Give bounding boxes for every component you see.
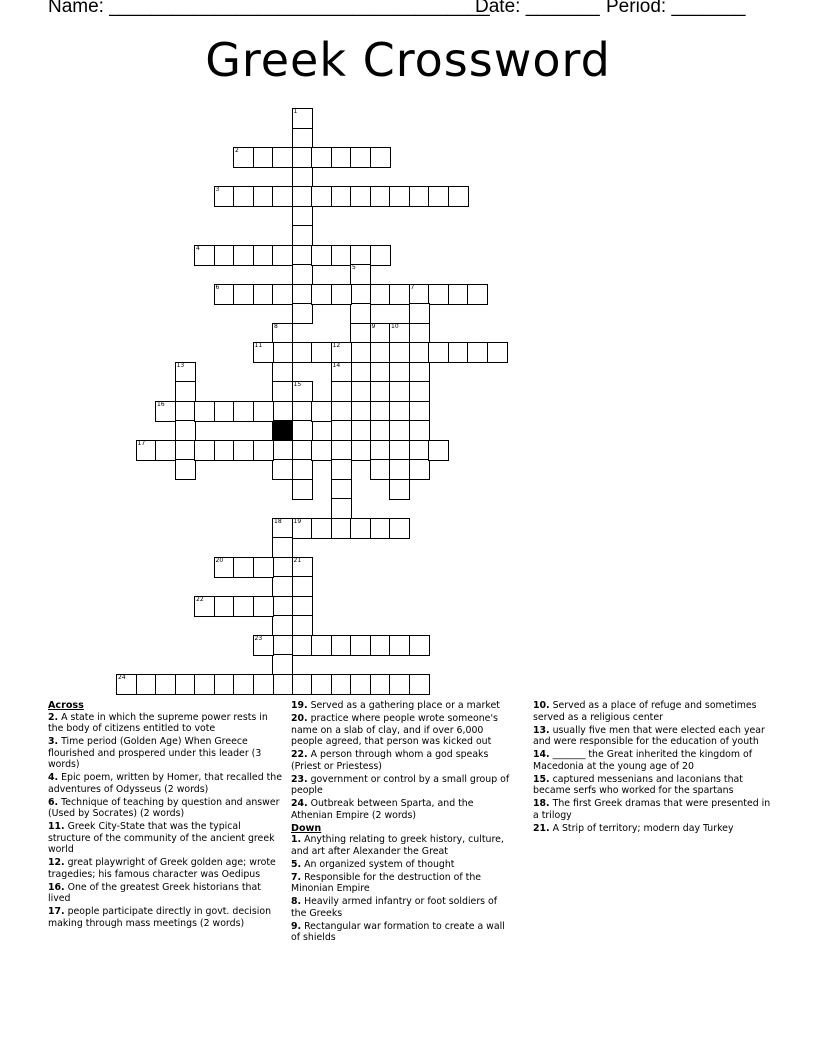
grid-cell[interactable] [370,381,391,402]
clue-number: 3 [215,186,220,193]
clue-number-label: 6. [48,796,59,808]
grid-cell[interactable] [370,518,391,539]
grid-cell[interactable] [389,440,410,461]
grid-cell[interactable] [292,206,313,227]
grid-cell[interactable] [350,674,371,695]
grid-cell[interactable] [350,420,371,441]
grid-cell[interactable] [389,323,410,344]
clue-number-label: 22. [291,749,308,760]
grid-cell[interactable] [409,381,430,402]
grid-cell[interactable] [253,284,274,305]
clue-text: Epic poem, written by Homer, that recalled the adventures of Odysseus (2 words) [48,772,283,795]
clue-number: 12 [332,342,341,349]
clue-number-label: 4. [48,772,59,783]
clue-text: Responsible for the destruction of the Minonian Empire [291,871,482,894]
grid-cell[interactable] [350,362,371,383]
clue-text: An organized system of thought [301,858,455,870]
grid-cell[interactable] [331,479,352,500]
grid-cell[interactable] [233,284,254,305]
clue-item [48,882,284,905]
grid-cell[interactable] [409,674,430,695]
grid-cell[interactable] [253,440,274,461]
grid-cell[interactable] [292,420,313,441]
grid-cell[interactable] [292,245,313,266]
grid-cell[interactable] [272,323,293,344]
clue-number-label: 9. [291,920,302,932]
grid-cell[interactable] [272,518,293,539]
clue-text: usually five men that were elected each year and were responsible for the education of youth [533,724,765,747]
grid-cell[interactable] [370,674,391,695]
grid-cell[interactable] [214,596,235,617]
black-cell [272,420,293,441]
clue-number-label: 16. [48,881,65,893]
grid-cell[interactable] [292,128,313,149]
grid-cell[interactable] [311,147,332,168]
grid-cell[interactable] [292,576,313,597]
across-clue-list-continued [291,700,513,821]
clue-text: Rectangular war formation to create a wall of shields [291,920,505,943]
grid-cell[interactable] [370,401,391,422]
grid-cell[interactable] [409,420,430,441]
clue-item [533,798,773,821]
grid-cell[interactable] [233,147,254,168]
grid-cell[interactable] [350,635,371,656]
clue-number-label: 1. [291,834,302,845]
grid-cell[interactable] [136,440,157,461]
clue-item [291,749,513,772]
clue-number-label: 8. [291,896,302,907]
grid-cell[interactable] [253,401,274,422]
grid-cell[interactable] [331,284,352,305]
grid-cell[interactable] [175,401,196,422]
grid-cell[interactable] [175,362,196,383]
clue-number: 5 [352,264,356,271]
grid-cell[interactable] [292,303,313,324]
grid-cell[interactable] [272,362,293,383]
grid-cell[interactable] [331,342,352,363]
clue-item [533,725,773,748]
grid-cell[interactable] [389,362,410,383]
grid-cell[interactable] [370,440,391,461]
grid-cell[interactable] [311,284,332,305]
clue-item [291,798,513,821]
clue-text: captured messenians and laconians that became serfs who worked for the spartans [533,773,743,796]
period-field-label[interactable]: Period: _______ [606,0,746,17]
grid-cell[interactable] [292,186,313,207]
grid-cell[interactable] [292,557,313,578]
grid-cell[interactable] [116,674,137,695]
grid-cell[interactable] [253,245,274,266]
clue-number-label: 10. [533,700,550,711]
clue-item [291,896,513,919]
grid-cell[interactable] [389,420,410,441]
clue-item [291,713,513,748]
grid-cell[interactable] [389,518,410,539]
clue-text: Greek City-State that was the typical structure of the community of the ancient greek world [48,821,275,855]
clue-number-label: 11. [48,821,65,832]
grid-cell[interactable] [175,674,196,695]
grid-cell[interactable] [292,108,313,129]
grid-cell[interactable] [253,596,274,617]
grid-cell[interactable] [311,674,332,695]
grid-cell[interactable] [272,186,293,207]
grid-cell[interactable] [448,186,469,207]
grid-cell[interactable] [272,596,293,617]
grid-cell[interactable] [350,147,371,168]
clue-text: people participate directly in govt. decision making through mass meetings (2 words) [48,906,272,929]
clue-item [48,797,284,820]
grid-cell[interactable] [272,615,293,636]
grid-cell[interactable] [409,284,430,305]
grid-cell[interactable] [253,147,274,168]
grid-cell[interactable] [155,674,176,695]
clue-number: 15 [293,381,302,388]
grid-cell[interactable] [409,342,430,363]
grid-cell[interactable] [253,557,274,578]
clue-number: 17 [137,439,146,447]
grid-cell[interactable] [350,303,371,324]
clue-number-label: 20. [291,713,308,724]
down-heading: Down [291,822,322,834]
grid-cell[interactable] [331,147,352,168]
grid-cell[interactable] [350,342,371,363]
clue-number: 18 [274,517,282,525]
clue-number: 11 [254,342,263,349]
grid-cell[interactable] [253,186,274,207]
grid-cell[interactable] [194,596,215,617]
grid-cell[interactable] [350,440,371,461]
clue-text: Served as a place of refuge and sometimes served as a religious center [533,700,757,723]
grid-cell[interactable] [331,401,352,422]
clue-number: 7 [410,283,415,291]
grid-cell[interactable] [233,674,254,695]
clue-number: 13 [176,361,185,369]
clue-text: Technique of teaching by question and answer (Used by Socrates) (2 words) [48,796,280,819]
grid-cell[interactable] [409,635,430,656]
clue-number-label: 3. [48,736,59,747]
grid-cell[interactable] [370,362,391,383]
grid-cell[interactable] [370,635,391,656]
clue-text: A state in which the supreme power rests in the body of citizens entitled to vote [48,711,268,734]
grid-cell[interactable] [292,674,313,695]
clue-number-label: 19. [291,700,308,711]
grid-cell[interactable] [370,342,391,363]
grid-cell[interactable] [292,264,313,285]
grid-cell[interactable] [233,186,254,207]
grid-cell[interactable] [350,284,371,305]
clue-number: 19 [293,517,302,525]
clue-item [533,823,773,835]
clue-item [533,700,773,723]
grid-cell[interactable] [272,147,293,168]
clue-item [533,774,773,797]
grid-cell[interactable] [389,401,410,422]
grid-cell[interactable] [175,440,196,461]
grid-cell[interactable] [409,440,430,461]
grid-cell[interactable] [370,459,391,480]
clues-column-3 [533,700,773,836]
clue-text: government or control by a small group of people [291,773,510,796]
grid-cell[interactable] [487,342,508,363]
clue-number: 1 [293,108,298,115]
grid-cell[interactable] [389,284,410,305]
grid-cell[interactable] [175,420,196,441]
clue-number: 23 [254,634,263,642]
grid-cell[interactable] [311,401,332,422]
grid-cell[interactable] [409,186,430,207]
grid-cell[interactable] [292,635,313,656]
clue-text: A person through whom a god speaks (Priest or Priestess) [291,749,489,772]
clue-number: 20 [215,556,224,564]
grid-cell[interactable] [214,401,235,422]
grid-cell[interactable] [331,635,352,656]
grid-cell[interactable] [331,381,352,402]
across-heading: Across [48,700,84,711]
clue-text: Heavily armed infantry or foot soldiers of the Greeks [291,896,498,919]
grid-cell[interactable] [370,323,391,344]
grid-cell[interactable] [214,186,235,207]
clue-item [291,834,513,857]
clue-item [533,749,773,772]
grid-cell[interactable] [233,596,254,617]
grid-cell[interactable] [331,245,352,266]
clue-item [48,857,284,880]
grid-cell[interactable] [292,615,313,636]
grid-cell[interactable] [292,440,313,461]
grid-cell[interactable] [272,557,293,578]
grid-cell[interactable] [272,401,293,422]
grid-cell[interactable] [292,596,313,617]
grid-cell[interactable] [292,381,313,402]
clue-number-label: 15. [533,773,550,785]
clue-number: 2 [235,147,239,154]
grid-cell[interactable] [272,674,293,695]
grid-cell[interactable] [292,342,313,363]
grid-cell[interactable] [253,342,274,363]
grid-cell[interactable] [272,284,293,305]
grid-cell[interactable] [370,186,391,207]
grid-cell[interactable] [292,479,313,500]
grid-cell[interactable] [311,440,332,461]
grid-cell[interactable] [350,245,371,266]
clues-column-2 [291,700,513,945]
grid-cell[interactable] [214,284,235,305]
clue-number-label: 14. [533,749,550,760]
grid-cell[interactable] [428,440,449,461]
down-clue-list [291,834,513,944]
clue-text: Anything relating to greek history, culture, and art after Alexander the Great [291,834,504,857]
clue-text: A Strip of territory; modern day Turkey [549,822,734,834]
grid-cell[interactable] [292,518,313,539]
clue-text: _______ the Great inherited the kingdom of Macedonia at the young age of 20 [533,749,753,772]
clue-text: great playwright of Greek golden age; wrote tragedies; his famous character was Oedipus [48,857,276,880]
page-title: Greek Crossword [205,33,611,87]
grid-cell[interactable] [331,498,352,519]
clue-item [291,921,513,944]
clue-item [48,772,284,795]
grid-cell[interactable] [331,362,352,383]
grid-cell[interactable] [350,323,371,344]
clue-item [48,821,284,856]
grid-cell[interactable] [292,401,313,422]
clue-number: 21 [293,556,302,564]
grid-cell[interactable] [428,186,449,207]
grid-cell[interactable] [194,401,215,422]
clue-item [48,906,284,929]
grid-cell[interactable] [389,381,410,402]
grid-cell[interactable] [292,167,313,188]
clue-number: 16 [157,400,165,408]
grid-cell[interactable] [370,147,391,168]
grid-cell[interactable] [331,186,352,207]
grid-cell[interactable] [155,401,176,422]
clue-number-label: 5. [291,858,302,870]
name-field-label[interactable]: Name: ____________________________________ [48,0,490,17]
grid-cell[interactable] [389,186,410,207]
grid-cell[interactable] [272,576,293,597]
grid-cell[interactable] [214,440,235,461]
grid-cell[interactable] [175,381,196,402]
grid-cell[interactable] [311,186,332,207]
grid-cell[interactable] [350,381,371,402]
grid-cell[interactable] [428,284,449,305]
grid-cell[interactable] [272,245,293,266]
grid-cell[interactable] [370,245,391,266]
clue-text: One of the greatest Greek historians that lived [48,881,261,904]
clue-number: 4 [196,244,200,252]
date-field-label[interactable]: Date: _______ [475,0,600,17]
down-clue-list-continued [533,700,773,834]
grid-cell[interactable] [194,674,215,695]
grid-cell[interactable] [194,245,215,266]
grid-cell[interactable] [214,674,235,695]
grid-cell[interactable] [331,440,352,461]
clue-number: 9 [371,322,376,330]
grid-cell[interactable] [389,674,410,695]
grid-cell[interactable] [233,401,254,422]
grid-cell[interactable] [233,440,254,461]
grid-cell[interactable] [272,440,293,461]
grid-cell[interactable] [175,459,196,480]
grid-cell[interactable] [409,303,430,324]
grid-cell[interactable] [253,674,274,695]
clue-text: Outbreak between Sparta, and the Athenian Empire (2 words) [291,798,474,821]
clue-number-label: 13. [533,724,550,736]
grid-cell[interactable] [136,674,157,695]
grid-cell[interactable] [272,654,293,675]
grid-cell[interactable] [272,459,293,480]
clue-number: 10 [391,322,399,330]
grid-cell[interactable] [311,518,332,539]
clue-number-label: 21. [533,822,550,834]
grid-cell[interactable] [409,401,430,422]
clue-item [291,774,513,797]
grid-cell[interactable] [311,342,332,363]
clue-text: The first Greek dramas that were presented in a trilogy [533,798,771,821]
clue-text: practice where people wrote someone's name on a slab of clay, and if over 6,000 people agreed, that person was kicked out [291,713,498,747]
clue-number-label: 17. [48,906,65,917]
grid-cell[interactable] [292,225,313,246]
grid-cell[interactable] [428,342,449,363]
grid-cell[interactable] [272,537,293,558]
grid-cell[interactable] [370,284,391,305]
grid-cell[interactable] [350,518,371,539]
clue-item [48,736,284,771]
grid-cell[interactable] [350,186,371,207]
clue-number-label: 18. [533,798,550,809]
grid-cell[interactable] [467,342,488,363]
grid-cell[interactable] [409,323,430,344]
grid-cell[interactable] [389,459,410,480]
grid-cell[interactable] [311,245,332,266]
clue-number-label: 23. [291,773,308,785]
clue-item [291,859,513,871]
grid-cell[interactable] [350,264,371,285]
grid-cell[interactable] [253,635,274,656]
grid-cell[interactable] [292,459,313,480]
grid-cell[interactable] [370,420,391,441]
grid-cell[interactable] [272,342,293,363]
grid-cell[interactable] [409,459,430,480]
grid-cell[interactable] [409,362,430,383]
clue-number-label: 12. [48,857,65,868]
grid-cell[interactable] [155,440,176,461]
clue-item [291,872,513,895]
clue-text: Time period (Golden Age) When Greece flourished and prospered under this leader (3 words) [48,736,262,770]
grid-cell[interactable] [331,459,352,480]
clue-item [48,712,284,735]
grid-cell[interactable] [292,284,313,305]
clue-number-label: 2. [48,711,59,723]
clue-item [291,700,513,712]
grid-cell[interactable] [467,284,488,305]
grid-cell[interactable] [272,635,293,656]
across-clue-list [48,712,284,930]
clue-number-label: 24. [291,798,308,809]
grid-cell[interactable] [214,245,235,266]
clue-number: 22 [196,595,204,603]
clue-number: 24 [118,673,126,681]
clue-number: 8 [274,322,278,330]
clue-number: 6 [215,283,220,291]
grid-cell[interactable] [350,401,371,422]
grid-cell[interactable] [311,635,332,656]
clue-number: 14 [332,361,341,369]
grid-cell[interactable] [214,557,235,578]
grid-cell[interactable] [331,518,352,539]
grid-cell[interactable] [331,420,352,441]
grid-cell[interactable] [389,479,410,500]
grid-cell[interactable] [233,557,254,578]
grid-cell[interactable] [389,342,410,363]
grid-cell[interactable] [292,147,313,168]
clue-number-label: 7. [291,871,302,883]
grid-cell[interactable] [331,674,352,695]
grid-cell[interactable] [389,635,410,656]
grid-cell[interactable] [272,381,293,402]
clue-text: Served as a gathering place or a market [307,700,500,711]
grid-cell[interactable] [233,245,254,266]
grid-cell[interactable] [194,440,215,461]
grid-cell[interactable] [448,342,469,363]
clues-column-1 [48,700,284,931]
grid-cell[interactable] [448,284,469,305]
